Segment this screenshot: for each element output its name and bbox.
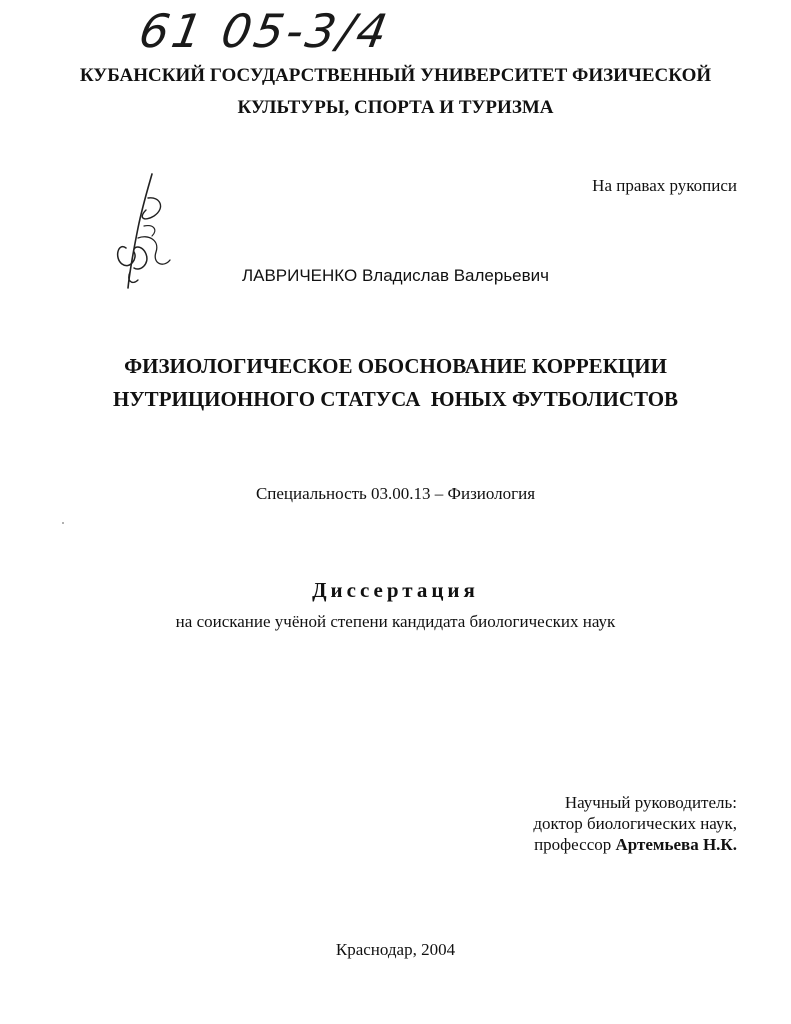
supervisor-name: Артемьева Н.К. bbox=[615, 835, 737, 854]
document-type: Диссертация bbox=[312, 578, 479, 602]
handwritten-archive-number: 61 05-3/4 bbox=[135, 4, 395, 58]
title-line-2: НУТРИЦИОННОГО СТАТУСА ЮНЫХ ФУТБОЛИСТОВ bbox=[112, 387, 679, 411]
scan-speck bbox=[62, 522, 64, 524]
supervisor-role: Научный руководитель: bbox=[564, 793, 737, 812]
title-line-1: ФИЗИОЛОГИЧЕСКОЕ ОБОСНОВАНИЕ КОРРЕКЦИИ bbox=[124, 354, 667, 378]
supervisor-title: профессор bbox=[534, 835, 616, 854]
institution-line-2: КУЛЬТУРЫ, СПОРТА И ТУРИЗМА bbox=[237, 97, 554, 118]
speciality: Специальность 03.00.13 – Физиология bbox=[255, 484, 536, 503]
institution-line-1: КУБАНСКИЙ ГОСУДАРСТВЕННЫЙ УНИВЕРСИТЕТ ФИЗИЧЕСКОЙ bbox=[79, 65, 712, 86]
supervisor-degree: доктор биологических наук, bbox=[533, 814, 737, 833]
institution-name bbox=[0, 60, 791, 124]
degree-sought: на соискание учёной степени кандидата биологических наук bbox=[175, 612, 616, 631]
supervisor-line bbox=[533, 834, 737, 855]
manuscript-note: На правах рукописи bbox=[592, 176, 737, 195]
city-year: Краснодар, 2004 bbox=[335, 940, 456, 959]
author-name: ЛАВРИЧЕНКО Владислав Валерьевич bbox=[241, 266, 550, 285]
scientific-supervisor bbox=[533, 792, 737, 855]
dissertation-title bbox=[0, 350, 791, 416]
